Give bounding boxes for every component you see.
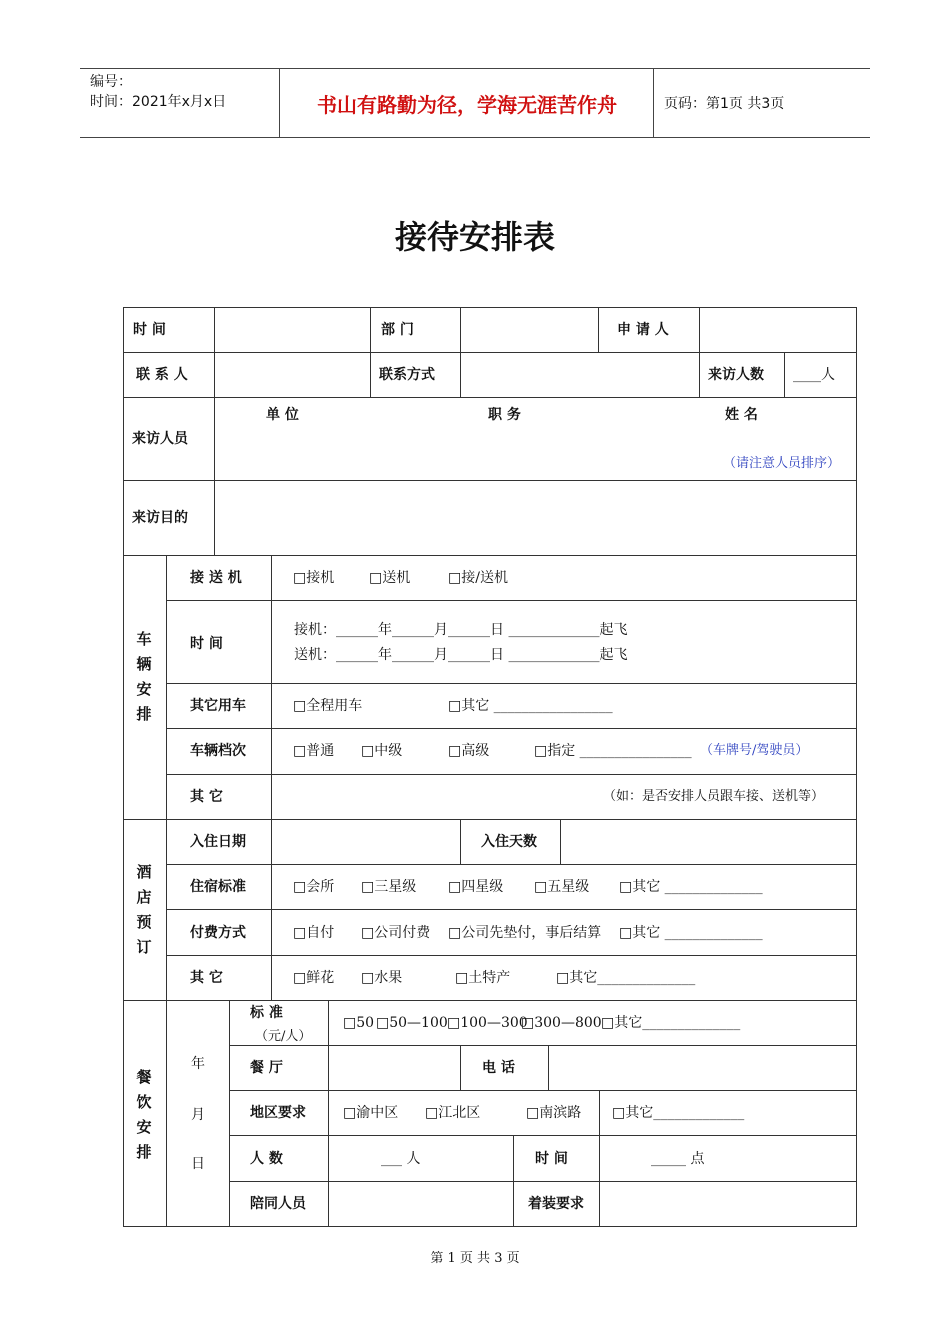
- hotel-section-label: 酒 店 预 订: [136, 863, 152, 956]
- grade-high-option[interactable]: □高级: [448, 743, 490, 759]
- grade-note: （车牌号/驾驶员）: [700, 743, 809, 758]
- area-other-option[interactable]: □其它_____________: [612, 1105, 745, 1121]
- header-page: 页码：第1页 共3页: [664, 96, 785, 112]
- payment-label: 付费方式: [190, 925, 246, 941]
- pay-company-option[interactable]: □公司付费: [361, 925, 431, 941]
- accompany-label: 陪同人员: [250, 1196, 306, 1212]
- col-name: 姓 名: [725, 407, 758, 423]
- date-year-char: 年: [191, 1056, 205, 1072]
- reception-form: [123, 307, 857, 1227]
- vehicle-other-label: 其 它: [190, 789, 223, 805]
- page-header: [80, 68, 870, 138]
- grade-specified-option[interactable]: □指定 ________________: [534, 743, 692, 759]
- vehicle-other-note: （如：是否安排人员跟车接、送机等）: [603, 789, 825, 804]
- dropoff-time-line[interactable]: 送机：______年______月______日 _____________起飞: [294, 647, 628, 663]
- area-yuzhong-option[interactable]: □渝中区: [343, 1105, 399, 1121]
- days-label: 入住天数: [481, 834, 537, 850]
- area-jiangbei-option[interactable]: □江北区: [425, 1105, 481, 1121]
- standard-label: 住宿标准: [190, 879, 246, 895]
- visitors-label: 来访人员: [132, 431, 188, 447]
- purpose-label: 来访目的: [132, 510, 188, 526]
- pickup-dropoff-option[interactable]: □接/送机: [448, 570, 508, 586]
- grade-normal-option[interactable]: □普通: [293, 743, 335, 759]
- page-title: 接待安排表: [394, 218, 555, 256]
- full-trip-option[interactable]: □全程用车: [293, 698, 363, 714]
- checkin-label: 入住日期: [190, 834, 246, 850]
- fruit-option[interactable]: □水果: [361, 970, 403, 986]
- std-3star-option[interactable]: □三星级: [361, 879, 417, 895]
- std-100-300-option[interactable]: □100—300: [447, 1015, 528, 1031]
- area-label: 地区要求: [250, 1105, 306, 1121]
- grade-label: 车辆档次: [190, 743, 246, 759]
- date-month-char: 月: [191, 1107, 205, 1123]
- pay-advance-option[interactable]: □公司先垫付，事后结算: [448, 925, 602, 941]
- date-day-char: 日: [191, 1156, 205, 1172]
- hotel-other-label: 其 它: [190, 970, 223, 986]
- contact-method-label: 联系方式: [379, 367, 435, 383]
- pickup-option[interactable]: □接机: [293, 570, 335, 586]
- page-footer: 第 1 页 共 3 页: [430, 1251, 520, 1266]
- date-label: 时间：2021年x月x日: [90, 94, 227, 110]
- other-car-label: 其它用车: [190, 698, 246, 714]
- dining-time-label: 时 间: [535, 1151, 568, 1167]
- header-motto: 书山有路勤为径，学海无涯苦作舟: [281, 69, 654, 137]
- std-300-800-option[interactable]: □300—800: [521, 1015, 602, 1031]
- area-nanbin-option[interactable]: □南滨路: [526, 1105, 582, 1121]
- dropoff-option[interactable]: □送机: [369, 570, 411, 586]
- pay-other-option[interactable]: □其它 ______________: [619, 925, 763, 941]
- restaurant-label: 餐 厅: [250, 1060, 283, 1076]
- time-label: 时 间: [133, 322, 166, 338]
- pickup-label: 接 送 机: [190, 570, 242, 586]
- people-blank[interactable]: ___ 人: [381, 1151, 421, 1167]
- vehicle-section-label: 车 辆 安 排: [136, 630, 152, 723]
- people-label: 人 数: [250, 1151, 283, 1167]
- visitor-count-blank[interactable]: ____人: [793, 367, 835, 383]
- dining-section-label: 餐 饮 安 排: [136, 1068, 152, 1161]
- dept-label: 部 门: [381, 322, 414, 338]
- visitor-count-label: 来访人数: [708, 367, 764, 383]
- std-5star-option[interactable]: □五星级: [534, 879, 590, 895]
- flight-time-label: 时 间: [190, 636, 223, 652]
- applicant-label: 申 请 人: [617, 322, 669, 338]
- other-car-option[interactable]: □其它 _________________: [448, 698, 613, 714]
- contact-label: 联 系 人: [136, 367, 188, 383]
- dining-std-unit: （元/人）: [255, 1029, 312, 1044]
- dining-time-blank[interactable]: _____ 点: [651, 1151, 705, 1167]
- col-title: 职 务: [488, 407, 521, 423]
- pickup-time-line[interactable]: 接机：______年______月______日 _____________起飞: [294, 622, 628, 638]
- flowers-option[interactable]: □鲜花: [293, 970, 335, 986]
- visitors-note: （请注意人员排序）: [723, 456, 841, 471]
- std-other-option[interactable]: □其它 ______________: [619, 879, 763, 895]
- header-meta: [80, 69, 280, 137]
- std-4star-option[interactable]: □四星级: [448, 879, 504, 895]
- std-dining-other-option[interactable]: □其它______________: [601, 1015, 741, 1031]
- local-product-option[interactable]: □土特产: [455, 970, 511, 986]
- grade-mid-option[interactable]: □中级: [361, 743, 403, 759]
- pay-self-option[interactable]: □自付: [293, 925, 335, 941]
- dress-label: 着装要求: [528, 1196, 584, 1212]
- col-unit: 单 位: [266, 407, 299, 423]
- hotel-other-option[interactable]: □其它______________: [556, 970, 696, 986]
- dining-std-label: 标 准: [250, 1005, 283, 1021]
- std-50-100-option[interactable]: □50—100: [376, 1015, 448, 1031]
- number-label: 编号：: [90, 74, 132, 90]
- std-club-option[interactable]: □会所: [293, 879, 335, 895]
- phone-label: 电 话: [482, 1060, 515, 1076]
- std-50-option[interactable]: □50: [343, 1015, 375, 1031]
